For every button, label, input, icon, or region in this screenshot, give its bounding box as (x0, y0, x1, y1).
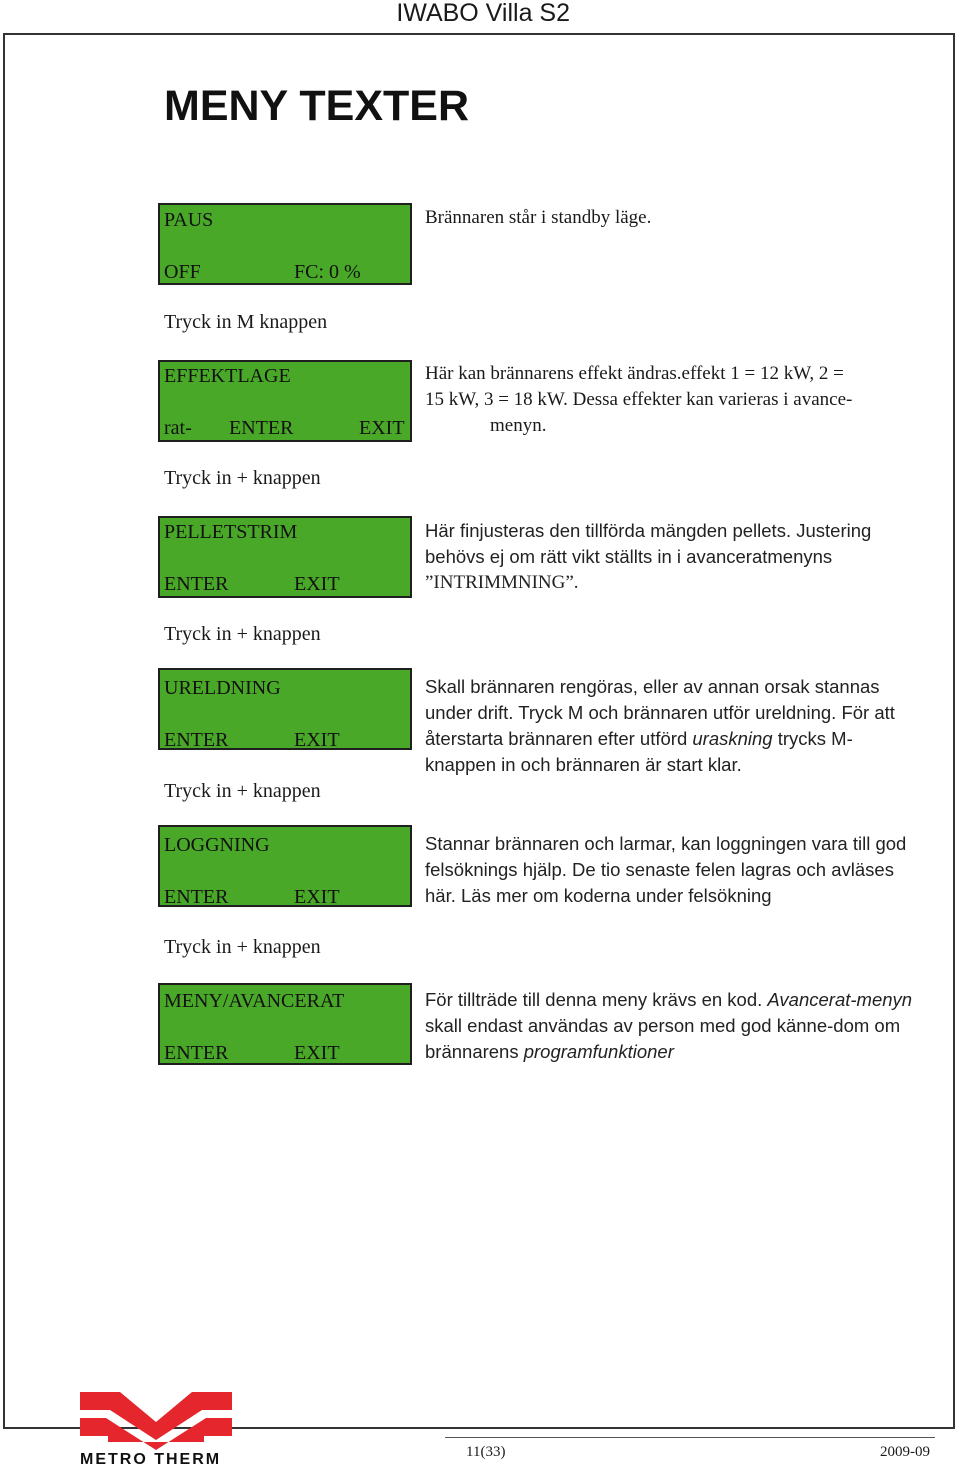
description-line: 15 kW, 3 = 18 kW. Dessa effekter kan varieras i avance- (425, 389, 853, 410)
description-ureldning (425, 674, 920, 778)
page-number: 11(33) (466, 1444, 506, 1460)
description-loggning: Stannar brännaren och larmar, kan loggningen vara till god felsöknings hjälp. De tio senaste felen lagras och avläses här. Läs mer om koderna under felsökning (425, 833, 907, 906)
lcd-line2-right: EXIT (294, 573, 340, 595)
step-instruction: Tryck in + knappen (164, 467, 321, 489)
lcd-line2-right: FC: 0 % (294, 261, 361, 283)
lcd-line2-left: ENTER (164, 886, 229, 908)
document-date: 2009-09 (880, 1444, 930, 1460)
lcd-line2-mid: ENTER (229, 417, 294, 439)
step-instruction: Tryck in + knappen (164, 623, 321, 645)
description-line: Här finjusteras den tillförda mängden pellets. Justering (425, 520, 872, 541)
description-text: skall endast användas av person med god känne-dom om brännarens (425, 1015, 901, 1062)
lcd-line2-left: ENTER (164, 1042, 229, 1064)
lcd-line2-right: EXIT (359, 417, 405, 439)
lcd-line2-left: ENTER (164, 573, 229, 595)
document-header-title: IWABO Villa S2 (396, 0, 570, 27)
description-emphasis: programfunktioner (523, 1041, 674, 1062)
description-pelletstrim (425, 518, 925, 596)
step-instruction: Tryck in + knappen (164, 936, 321, 958)
lcd-line2-right: EXIT (294, 886, 340, 908)
lcd-line2-right: EXIT (294, 1042, 340, 1064)
lcd-line1: EFFEKTLAGE (164, 365, 291, 387)
description-text: Skall brännaren rengöras, eller av annan orsak stannas under drift. Tryck M och brännaren utför ureldning. För att återstarta brännaren efter utförd (425, 676, 895, 749)
description-text: trycks M-knappen in och brännaren är start klar. (425, 728, 853, 775)
page-title: MENY TEXTER (164, 82, 470, 130)
description-paus: Brännaren står i standby läge. (425, 207, 652, 228)
description-text: För tillträde till denna meny krävs en kod. (425, 989, 768, 1010)
lcd-line2-left: rat- (164, 417, 192, 439)
lcd-screen-meny-avancerat (158, 983, 412, 1065)
lcd-line1: PAUS (164, 209, 214, 231)
description-emphasis: uraskning (692, 728, 773, 749)
description-line: menyn. (490, 415, 547, 436)
step-instruction: Tryck in + knappen (164, 780, 321, 802)
lcd-screen-effektlage (158, 360, 412, 442)
brand-name: METRO THERM (80, 1451, 222, 1468)
lcd-screen-pelletstrim (158, 516, 412, 598)
description-line: Här kan brännarens effekt ändras.effekt 1 = 12 kW, 2 = (425, 363, 844, 384)
lcd-line2-left: OFF (164, 261, 201, 283)
lcd-line1: URELDNING (164, 677, 281, 699)
description-effektlage (425, 361, 925, 439)
lcd-screen-loggning (158, 825, 412, 907)
step-instruction: Tryck in M knappen (164, 311, 328, 333)
footer-divider (445, 1437, 935, 1438)
lcd-line1: LOGGNING (164, 834, 270, 856)
lcd-line2-right: EXIT (294, 729, 340, 751)
lcd-screen-paus (158, 203, 412, 285)
lcd-line2-left: ENTER (164, 729, 229, 751)
lcd-line1: PELLETSTRIM (164, 521, 298, 543)
lcd-screen-ureldning (158, 668, 412, 750)
description-line: ”INTRIMMNING”. (425, 572, 579, 593)
lcd-line1: MENY/AVANCERAT (164, 990, 345, 1012)
description-line: behövs ej om rätt vikt ställts in i avanceratmenyns (425, 546, 833, 567)
description-meny-avancerat (425, 987, 920, 1065)
description-emphasis: Avancerat-menyn (767, 989, 913, 1010)
